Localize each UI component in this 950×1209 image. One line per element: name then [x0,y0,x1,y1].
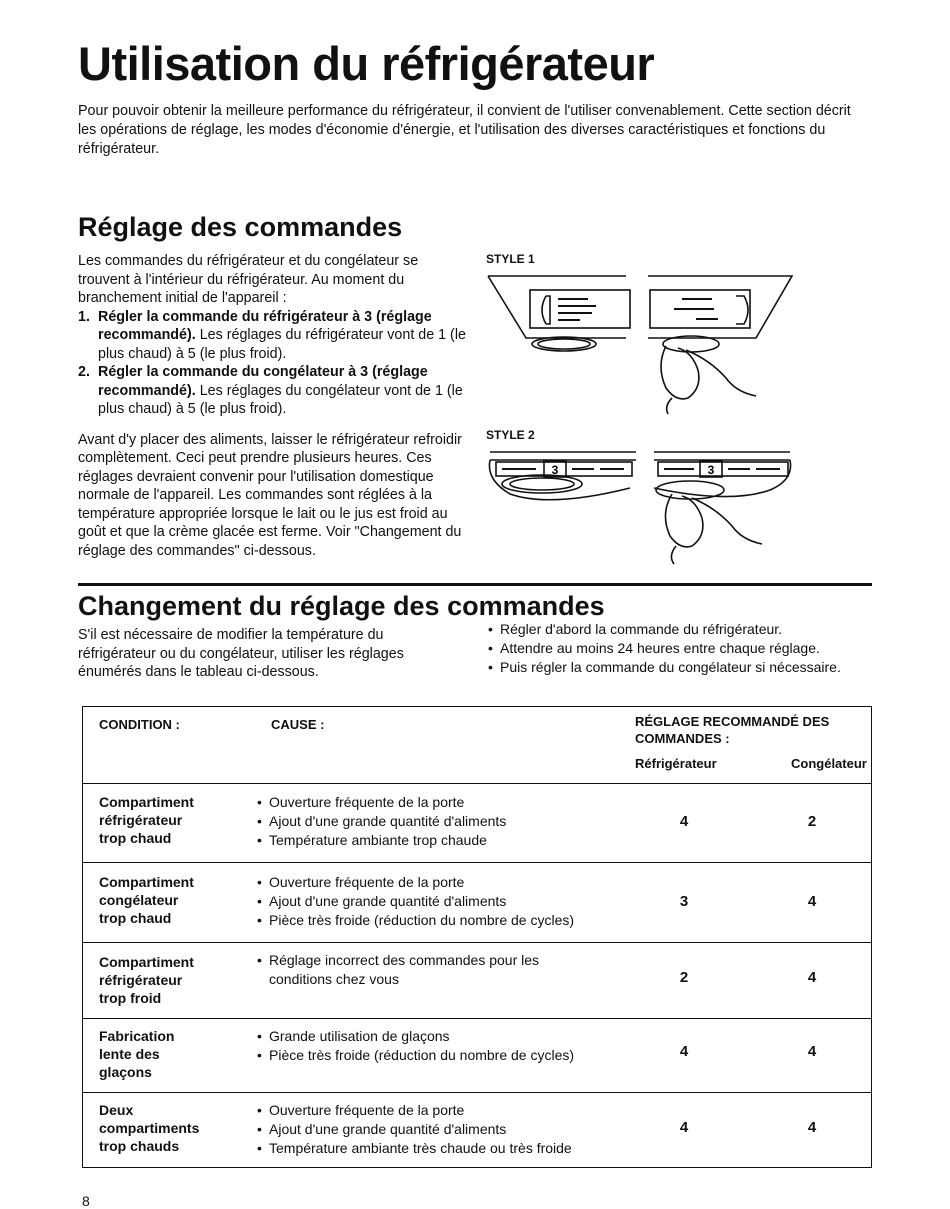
table-row [83,1019,871,1093]
step-number: 1. [78,308,90,325]
congelateur-value: 4 [807,1119,817,1136]
section-reglage-body [78,252,470,560]
bullet-item: • Attendre au moins 24 heures entre chaque réglage. [488,639,858,658]
cause-item: • Pièce très froide (réduction du nombre de cycles) [257,1046,657,1065]
style2-label: STYLE 2 [486,428,535,442]
condition-line: glaçons [99,1064,152,1080]
condition-line: Compartiment [99,874,194,890]
congelateur-value: 4 [807,969,817,986]
condition-line: trop chauds [99,1138,180,1154]
settings-table [82,706,872,1168]
step-text: Les réglages du congélateur vont de 1 (le plus chaud) à 5 (le plus froid). [98,382,463,417]
cause-item: • Ouverture fréquente de la porte [257,1101,657,1120]
changement-bullets [488,620,858,677]
row-causes [257,793,657,850]
reglage-para2: Avant d'y placer des aliments, laisser le réfrigérateur refroidir complètement. Ceci peut prendre plusieurs heures. Ces réglages devraient convenir pour l'utilisation domestique normale de l'appareil. Les commandes sont réglées à la température appropriée lorsque le lait ou le jus est froid au goût et que la crème glacée est ferme. Voir "Changement du réglage des commandes" ci-dessous. [78,431,462,559]
header-refrigerateur: Réfrigérateur [635,756,717,771]
cause-item: • Ouverture fréquente de la porte [257,873,657,892]
cause-item: • Température ambiante très chaude ou très froide [257,1139,657,1158]
row-condition [99,1027,249,1081]
refrigerateur-value: 4 [679,1119,689,1136]
reglage-step [78,363,470,419]
header-cause: CAUSE : [271,717,325,732]
row-causes [257,1101,657,1158]
cause-item: • Température ambiante trop chaude [257,831,657,850]
page-number: 8 [82,1193,90,1209]
congelateur-value: 4 [807,893,817,910]
reglage-step [78,308,470,364]
intro-paragraph: Pour pouvoir obtenir la meilleure performance du réfrigérateur, il convient de l'utiliser convenablement. Cette section décrit les opérations de réglage, les modes d'économie d'énergie, et l'utilisation des diverses caractéristiques et fonctions du réfrigérateur. [78,103,851,157]
condition-line: Deux [99,1102,134,1118]
condition-line: lente des [99,1046,160,1062]
changement-paragraph: S'il est nécessaire de modifier la température du réfrigérateur ou du congélateur, utiliser les réglages énumérés dans le tableau ci-dessous. [78,627,404,680]
cause-item: • Ajout d'une grande quantité d'aliments [257,892,657,911]
header-reglage: RÉGLAGE RECOMMANDÉ DES COMMANDES : [635,714,830,746]
step-number: 2. [78,364,90,380]
style2-dial-value: 3 [551,463,559,477]
row-causes [257,951,587,989]
header-congelateur: Congélateur [791,756,867,771]
table-row [83,783,871,863]
congelateur-value: 2 [807,813,817,830]
style2-dial-value: 3 [707,463,715,477]
reglage-intro: Les commandes du réfrigérateur et du congélateur se trouvent à l'intérieur du réfrigérateur. Au moment du branchement initial de l'appareil : [78,253,419,306]
condition-line: réfrigérateur [99,812,183,828]
row-condition [99,953,249,1007]
section-divider [78,583,872,586]
condition-line: Compartiment [99,794,194,810]
bullet-item: • Régler d'abord la commande du réfrigérateur. [488,620,858,639]
row-condition [99,873,249,927]
style1-illustration [486,268,816,418]
refrigerateur-value: 4 [679,813,689,830]
bullet-item: • Puis régler la commande du congélateur si nécessaire. [488,658,858,677]
condition-line: Compartiment [99,954,194,970]
condition-line: trop chaud [99,830,172,846]
table-row [83,863,871,943]
style1-label: STYLE 1 [486,252,535,266]
step-bold: Régler la commande du réfrigérateur à 3 (réglage recommandé). [98,308,432,343]
page-title: Utilisation du réfrigérateur [78,37,655,90]
cause-item: • Ouverture fréquente de la porte [257,793,657,812]
condition-line: compartiments [99,1120,200,1136]
table-row [83,1093,871,1167]
congelateur-value: 4 [807,1043,817,1060]
row-causes [257,873,657,930]
row-condition [99,793,249,847]
refrigerateur-value: 4 [679,1043,689,1060]
step-bold: Régler la commande du congélateur à 3 (réglage recommandé). [98,364,428,399]
condition-line: congélateur [99,892,179,908]
condition-line: trop chaud [99,910,172,926]
refrigerateur-value: 3 [679,893,689,910]
table-header [83,707,871,784]
cause-item: • Ajout d'une grande quantité d'aliments [257,812,657,831]
condition-line: trop froid [99,990,162,1006]
section-heading-changement: Changement du réglage des commandes [78,591,605,621]
table-row [83,943,871,1019]
cause-item: • Ajout d'une grande quantité d'aliments [257,1120,657,1139]
cause-item: • Réglage incorrect des commandes pour les conditions chez vous [257,951,587,989]
condition-line: réfrigérateur [99,972,183,988]
row-condition [99,1101,249,1155]
cause-item: • Pièce très froide (réduction du nombre de cycles) [257,911,657,930]
row-causes [257,1027,657,1065]
section-heading-reglage: Réglage des commandes [78,212,403,242]
style2-illustration [486,446,816,576]
reglage-steps [78,308,470,419]
condition-line: Fabrication [99,1028,175,1044]
refrigerateur-value: 2 [679,969,689,986]
step-text: Les réglages du réfrigérateur vont de 1 (le plus chaud) à 5 (le plus froid). [98,327,466,362]
cause-item: • Grande utilisation de glaçons [257,1027,657,1046]
header-condition: CONDITION : [99,717,180,732]
